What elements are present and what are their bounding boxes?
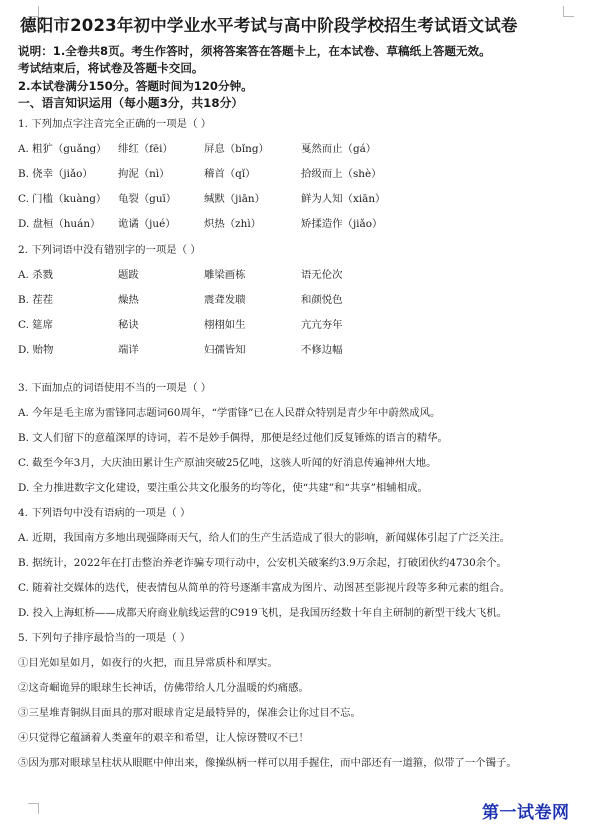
question-4-option-b: B. 据统计，2022年在打击整治养老诈骗专项行动中，公安机关破案约3.9万余起，打破团伙约4730余个。	[18, 557, 507, 569]
option-d-item-3: 炽热（zhì）	[204, 218, 262, 230]
question-2-stem: 2. 下列词语中没有错别字的一项是（ ）	[18, 244, 201, 256]
watermark-logo: 第一试卷网	[482, 803, 570, 823]
option-row	[18, 167, 586, 181]
crop-mark-bottom-left	[28, 803, 39, 814]
option-b-item-3: 震聋发聩	[204, 294, 246, 306]
option-row	[18, 142, 586, 156]
option-row	[18, 318, 586, 332]
option-b-item-3: 稽首（qǐ）	[204, 168, 256, 180]
option-row	[18, 343, 586, 357]
question-5-sentence-4: ④只觉得它蕴涵着人类童年的艰辛和希望，让人惊讶赞叹不已！	[18, 732, 309, 744]
question-3-stem: 3. 下面加点的词语使用不当的一项是（ ）	[18, 382, 212, 394]
option-row	[18, 293, 586, 307]
option-row	[18, 192, 586, 206]
question-5-sentence-3: ③三星堆青铜纵目面具的那对眼球肯定是最特异的，保准会让你过目不忘。	[18, 707, 361, 719]
option-d-item-3: 妇孺皆知	[204, 344, 246, 356]
option-c-item-3: 栩栩如生	[204, 319, 246, 331]
option-d-item-2: 端详	[118, 344, 139, 356]
question-4-stem: 4. 下列语句中没有语病的一项是（ ）	[18, 507, 191, 519]
question-5-stem: 5. 下列句子排序最恰当的一项是（ ）	[18, 632, 191, 644]
option-a-item-3: 屏息（bǐng）	[204, 143, 269, 155]
option-b-item-4: 拾级而上（shè）	[301, 168, 382, 180]
option-a-item-2: 绯红（fēi）	[118, 143, 173, 155]
option-row	[18, 268, 586, 282]
question-5-sentence-1: ①目光如星如月，如夜行的火把，而且异常质朴和厚实。	[18, 657, 278, 669]
question-4-option-a: A. 近期，我国南方多地出现强降雨天气，给人们的生产生活造成了很大的影响，新闻媒体引起了广泛关注。	[18, 532, 511, 544]
option-d-item-1: D. 盘桓（huán）	[18, 218, 101, 230]
question-1-stem: 1. 下列加点字注音完全正确的一项是（ ）	[18, 118, 212, 130]
question-3-option-b: B. 文人们留下的意蕴深厚的诗词，若不是妙手偶得，那便是经过他们反复锤炼的语言的精华。	[18, 432, 448, 444]
option-c-item-4: 亢亢夯年	[301, 319, 343, 331]
question-3-option-d: D. 全力推进数字文化建设，要注重公共文化服务的均等化，使“共建”和“共享”相辅相成。	[18, 482, 428, 494]
question-4-option-d: D. 投入上海虹桥——成都天府商业航线运营的C919飞机，是我国历经数十年自主研制的新型干线大飞机。	[18, 607, 508, 619]
option-d-item-4: 矫揉造作（jiǎo）	[301, 218, 383, 230]
option-row	[18, 217, 586, 231]
option-b-item-4: 和颜悦色	[301, 294, 343, 306]
option-c-item-2: 秘诀	[118, 319, 139, 331]
option-c-item-3: 缄默（jiān）	[204, 193, 265, 205]
instruction-line-1: 说明：1.全卷共8页。考生作答时，须将答案答在答题卡上，在本试卷、草稿纸上答题无效。	[18, 44, 491, 58]
option-d-item-4: 不修边幅	[301, 344, 343, 356]
option-d-item-1: D. 贻物	[18, 344, 54, 356]
instruction-line-3: 2.本试卷满分150分。答题时间为120分钟。	[18, 79, 253, 93]
option-b-item-2: 燥热	[118, 294, 139, 306]
page-title: 德阳市2023年初中学业水平考试与高中阶段学校招生考试语文试卷	[20, 16, 518, 35]
option-a-item-1: A. 粗犷（guǎng）	[18, 143, 107, 155]
section-heading: 一、语言知识运用（每小题3分，共18分）	[18, 96, 244, 110]
option-c-item-4: 鲜为人知（xiān）	[301, 193, 386, 205]
option-c-item-1: C. 门槛（kuàng）	[18, 193, 107, 205]
option-d-item-2: 诡谲（jué）	[118, 218, 176, 230]
option-b-item-1: B. 侥幸（jiǎo）	[18, 168, 93, 180]
question-4-option-c: C. 随着社交媒体的迭代，使表情包从简单的符号逐渐丰富成为图片、动图甚至影视片段等多种元素的组合。	[18, 582, 511, 594]
question-2-options	[18, 268, 586, 357]
option-c-item-1: C. 筵席	[18, 319, 53, 331]
option-c-item-2: 龟裂（guī）	[118, 193, 177, 205]
question-5-sentence-2: ②这奇崛诡异的眼球生长神话，仿佛带给人几分温暖的灼痛感。	[18, 682, 309, 694]
option-a-item-1: A. 杀戮	[18, 269, 53, 281]
option-a-item-4: 戛然而止（gá）	[301, 143, 377, 155]
question-1-options	[18, 142, 586, 231]
question-3-option-c: C. 截至今年3月，大庆油田累计生产原油突破25亿吨，这骇人听闻的好消息传遍神州大地。	[18, 457, 437, 469]
option-b-item-2: 拘泥（nì）	[118, 168, 170, 180]
question-3-option-a: A. 今年是毛主席为雷锋同志题词60周年，“学雷锋”已在人民群众特别是青少年中蔚然成风。	[18, 407, 441, 419]
exam-page	[18, 16, 586, 770]
option-a-item-2: 题跋	[118, 269, 139, 281]
option-b-item-1: B. 茬茬	[18, 294, 54, 306]
option-a-item-3: 雕梁画栋	[204, 269, 246, 281]
question-5-sentence-5: ⑤因为那对眼球呈柱状从眼眶中伸出来，像操纵柄一样可以用手握住，而中部还有一道箍，似带了一个镯子。	[18, 757, 517, 769]
option-a-item-4: 语无伦次	[301, 269, 343, 281]
instruction-line-2: 考试结束后，将试卷及答题卡交回。	[18, 61, 204, 75]
